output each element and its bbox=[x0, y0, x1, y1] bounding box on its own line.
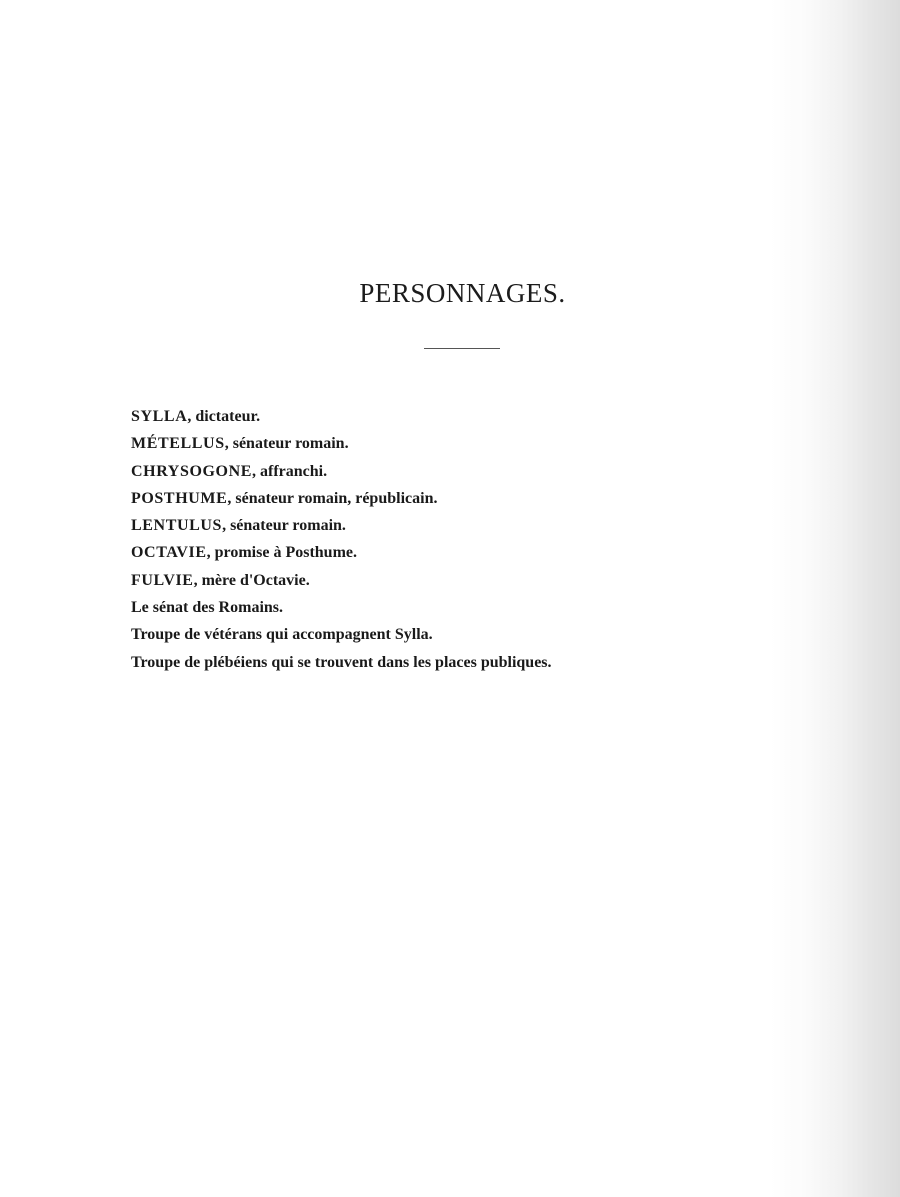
cast-description: , mère d'Octavie. bbox=[193, 571, 310, 589]
cast-item-posthume bbox=[131, 485, 552, 512]
cast-item-fulvie bbox=[131, 567, 552, 594]
cast-item-plebeiens bbox=[131, 649, 552, 676]
cast-description: , sénateur romain. bbox=[224, 435, 349, 453]
cast-item-sylla bbox=[131, 403, 552, 430]
cast-item-veterans bbox=[131, 621, 552, 648]
cast-description: , dictateur. bbox=[187, 408, 261, 425]
cast-name: FULVIE bbox=[131, 571, 194, 589]
cast-description: Troupe de vétérans qui accompagnent Sylla. bbox=[131, 626, 433, 644]
cast-name: CHRYSOGONE bbox=[131, 462, 253, 480]
cast-item-metellus bbox=[131, 430, 552, 457]
cast-name: OCTAVIE bbox=[131, 544, 207, 562]
cast-description: Le sénat des Romains. bbox=[131, 599, 284, 617]
cast-item-senat bbox=[131, 594, 552, 621]
cast-name: MÉTELLUS bbox=[131, 435, 225, 453]
title-divider bbox=[424, 348, 500, 349]
cast-list bbox=[131, 403, 552, 676]
cast-name: POSTHUME bbox=[131, 489, 228, 507]
cast-description: , sénateur romain, républicain. bbox=[227, 489, 438, 507]
cast-description: , affranchi. bbox=[252, 462, 328, 480]
cast-item-lentulus bbox=[131, 512, 552, 539]
cast-description: Troupe de plébéiens qui se trouvent dans les places publiques. bbox=[131, 653, 552, 671]
cast-description: , promise à Posthume. bbox=[206, 544, 358, 562]
cast-name: LENTULUS bbox=[131, 517, 223, 535]
cast-item-chrysogone bbox=[131, 458, 552, 485]
page-title: PERSONNAGES. bbox=[359, 278, 566, 308]
cast-item-octavie bbox=[131, 539, 552, 566]
cast-name: SYLLA bbox=[131, 408, 188, 425]
cast-description: , sénateur romain. bbox=[222, 517, 346, 535]
